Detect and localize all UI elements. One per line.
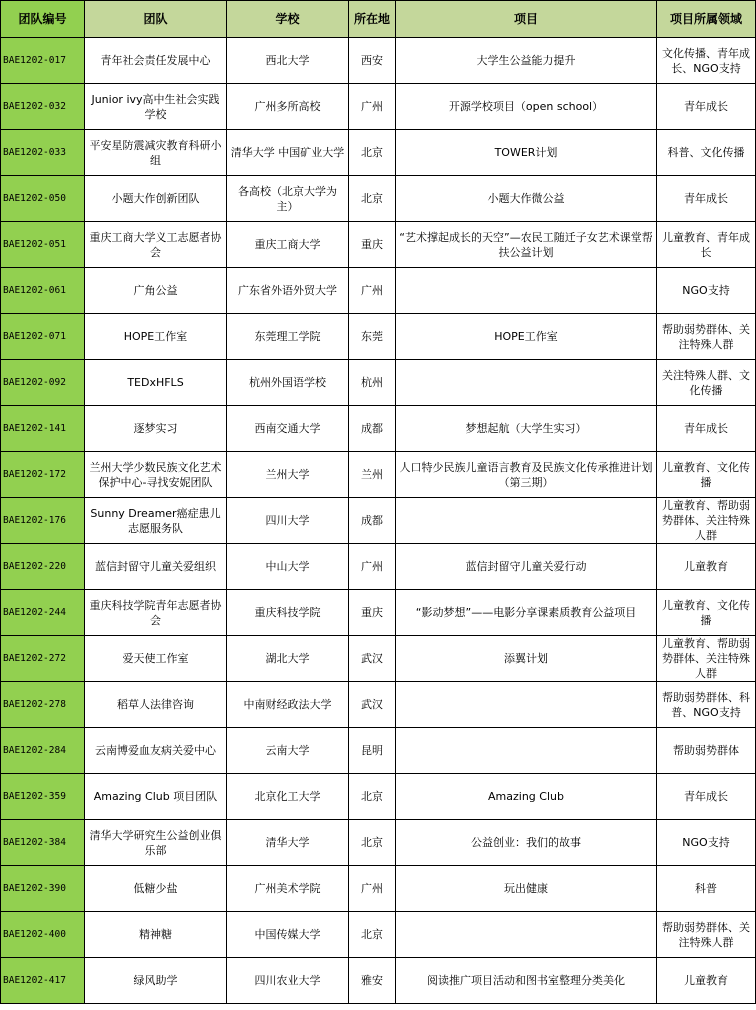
cell-project: 大学生公益能力提升 — [396, 38, 657, 84]
cell-domain: 儿童教育、青年成长 — [657, 222, 756, 268]
cell-project: 梦想起航（大学生实习） — [396, 406, 657, 452]
cell-school: 清华大学 — [227, 820, 349, 866]
table-row — [1, 636, 756, 682]
cell-code: BAE1202-017 — [1, 38, 85, 84]
cell-code: BAE1202-244 — [1, 590, 85, 636]
cell-team: 精神糖 — [85, 912, 227, 958]
cell-domain: 青年成长 — [657, 406, 756, 452]
cell-city: 北京 — [349, 774, 396, 820]
cell-domain: 儿童教育、文化传播 — [657, 590, 756, 636]
header-row — [1, 1, 756, 38]
table-row — [1, 360, 756, 406]
cell-city: 杭州 — [349, 360, 396, 406]
cell-team: 稻草人法律咨询 — [85, 682, 227, 728]
table-row — [1, 774, 756, 820]
cell-school: 湖北大学 — [227, 636, 349, 682]
cell-project: Amazing Club — [396, 774, 657, 820]
cell-city: 广州 — [349, 866, 396, 912]
cell-code: BAE1202-141 — [1, 406, 85, 452]
cell-project: 公益创业：我们的故事 — [396, 820, 657, 866]
cell-code: BAE1202-359 — [1, 774, 85, 820]
cell-code: BAE1202-176 — [1, 498, 85, 544]
cell-team: 平安星防震减灾教育科研小组 — [85, 130, 227, 176]
cell-project: 玩出健康 — [396, 866, 657, 912]
cell-city: 广州 — [349, 84, 396, 130]
cell-domain: 儿童教育 — [657, 544, 756, 590]
table-row — [1, 130, 756, 176]
cell-city: 广州 — [349, 268, 396, 314]
cell-code: BAE1202-417 — [1, 958, 85, 1004]
cell-city: 北京 — [349, 130, 396, 176]
table-row — [1, 958, 756, 1004]
table-row — [1, 820, 756, 866]
table-row — [1, 222, 756, 268]
cell-city: 北京 — [349, 912, 396, 958]
cell-code: BAE1202-278 — [1, 682, 85, 728]
cell-school: 兰州大学 — [227, 452, 349, 498]
cell-domain: 文化传播、青年成长、NGO支持 — [657, 38, 756, 84]
cell-code: BAE1202-284 — [1, 728, 85, 774]
cell-domain: 儿童教育、帮助弱势群体、关注特殊人群 — [657, 636, 756, 682]
table-row — [1, 590, 756, 636]
cell-project — [396, 268, 657, 314]
cell-code: BAE1202-220 — [1, 544, 85, 590]
header-domain: 项目所属领域 — [657, 1, 756, 38]
cell-code: BAE1202-390 — [1, 866, 85, 912]
cell-domain: 儿童教育、帮助弱势群体、关注特殊人群 — [657, 498, 756, 544]
header-code: 团队编号 — [1, 1, 85, 38]
cell-project: HOPE工作室 — [396, 314, 657, 360]
cell-domain: 青年成长 — [657, 774, 756, 820]
cell-team: Junior ivy高中生社会实践学校 — [85, 84, 227, 130]
cell-team: 逐梦实习 — [85, 406, 227, 452]
cell-school: 西北大学 — [227, 38, 349, 84]
cell-school: 四川大学 — [227, 498, 349, 544]
cell-project — [396, 682, 657, 728]
cell-domain: NGO支持 — [657, 268, 756, 314]
cell-project: 添翼计划 — [396, 636, 657, 682]
cell-domain: 青年成长 — [657, 176, 756, 222]
cell-code: BAE1202-172 — [1, 452, 85, 498]
cell-team: 兰州大学少数民族文化艺术保护中心-寻找安妮团队 — [85, 452, 227, 498]
cell-team: HOPE工作室 — [85, 314, 227, 360]
cell-school: 东莞理工学院 — [227, 314, 349, 360]
cell-school: 清华大学 中国矿业大学 — [227, 130, 349, 176]
cell-school: 西南交通大学 — [227, 406, 349, 452]
cell-project: “影动梦想”——电影分享课素质教育公益项目 — [396, 590, 657, 636]
cell-team: 重庆工商大学义工志愿者协会 — [85, 222, 227, 268]
table-row — [1, 866, 756, 912]
table-row — [1, 38, 756, 84]
cell-city: 重庆 — [349, 222, 396, 268]
cell-domain: 科普 — [657, 866, 756, 912]
cell-team: Amazing Club 项目团队 — [85, 774, 227, 820]
cell-domain: 关注特殊人群、文化传播 — [657, 360, 756, 406]
cell-team: 低糖少盐 — [85, 866, 227, 912]
cell-domain: 帮助弱势群体、关注特殊人群 — [657, 912, 756, 958]
cell-team: 云南博爱血友病关爱中心 — [85, 728, 227, 774]
cell-school: 中国传媒大学 — [227, 912, 349, 958]
cell-school: 各高校（北京大学为主） — [227, 176, 349, 222]
cell-team: 蓝信封留守儿童关爱组织 — [85, 544, 227, 590]
table-row — [1, 452, 756, 498]
cell-city: 昆明 — [349, 728, 396, 774]
cell-domain: 帮助弱势群体 — [657, 728, 756, 774]
table-row — [1, 314, 756, 360]
cell-project: 人口特少民族儿童语言教育及民族文化传承推进计划（第三期） — [396, 452, 657, 498]
cell-school: 四川农业大学 — [227, 958, 349, 1004]
cell-code: BAE1202-272 — [1, 636, 85, 682]
cell-city: 雅安 — [349, 958, 396, 1004]
cell-project: TOWER计划 — [396, 130, 657, 176]
cell-code: BAE1202-051 — [1, 222, 85, 268]
table-row — [1, 682, 756, 728]
cell-code: BAE1202-050 — [1, 176, 85, 222]
cell-team: 广角公益 — [85, 268, 227, 314]
cell-domain: 帮助弱势群体、科普、NGO支持 — [657, 682, 756, 728]
cell-project: 开源学校项目（open school） — [396, 84, 657, 130]
cell-project: 蓝信封留守儿童关爱行动 — [396, 544, 657, 590]
table-row — [1, 498, 756, 544]
cell-code: BAE1202-071 — [1, 314, 85, 360]
cell-code: BAE1202-032 — [1, 84, 85, 130]
cell-project — [396, 360, 657, 406]
cell-school: 广州多所高校 — [227, 84, 349, 130]
cell-city: 广州 — [349, 544, 396, 590]
cell-city: 武汉 — [349, 682, 396, 728]
cell-code: BAE1202-400 — [1, 912, 85, 958]
cell-team: 爱天使工作室 — [85, 636, 227, 682]
cell-team: TEDxHFLS — [85, 360, 227, 406]
cell-school: 广东省外语外贸大学 — [227, 268, 349, 314]
cell-city: 成都 — [349, 406, 396, 452]
cell-city: 成都 — [349, 498, 396, 544]
cell-project — [396, 912, 657, 958]
cell-team: 重庆科技学院青年志愿者协会 — [85, 590, 227, 636]
cell-code: BAE1202-033 — [1, 130, 85, 176]
table-body — [1, 38, 756, 1004]
cell-team: 青年社会责任发展中心 — [85, 38, 227, 84]
table-row — [1, 544, 756, 590]
cell-project: “艺术撑起成长的天空”—农民工随迁子女艺术课堂帮扶公益计划 — [396, 222, 657, 268]
cell-city: 西安 — [349, 38, 396, 84]
header-team: 团队 — [85, 1, 227, 38]
cell-code: BAE1202-384 — [1, 820, 85, 866]
cell-school: 中山大学 — [227, 544, 349, 590]
cell-team: 小题大作创新团队 — [85, 176, 227, 222]
cell-domain: 帮助弱势群体、关注特殊人群 — [657, 314, 756, 360]
cell-school: 杭州外国语学校 — [227, 360, 349, 406]
cell-project — [396, 728, 657, 774]
header-city: 所在地 — [349, 1, 396, 38]
cell-team: 清华大学研究生公益创业俱乐部 — [85, 820, 227, 866]
cell-project — [396, 498, 657, 544]
cell-domain: 儿童教育、文化传播 — [657, 452, 756, 498]
table-row — [1, 84, 756, 130]
cell-domain: NGO支持 — [657, 820, 756, 866]
cell-school: 重庆科技学院 — [227, 590, 349, 636]
table-row — [1, 406, 756, 452]
cell-school: 中南财经政法大学 — [227, 682, 349, 728]
cell-city: 东莞 — [349, 314, 396, 360]
table-row — [1, 176, 756, 222]
cell-project: 小题大作微公益 — [396, 176, 657, 222]
cell-domain: 青年成长 — [657, 84, 756, 130]
cell-school: 重庆工商大学 — [227, 222, 349, 268]
cell-city: 北京 — [349, 820, 396, 866]
cell-school: 广州美术学院 — [227, 866, 349, 912]
header-school: 学校 — [227, 1, 349, 38]
cell-team: Sunny Dreamer癌症患儿志愿服务队 — [85, 498, 227, 544]
cell-city: 武汉 — [349, 636, 396, 682]
cell-domain: 科普、文化传播 — [657, 130, 756, 176]
cell-city: 重庆 — [349, 590, 396, 636]
table-row — [1, 268, 756, 314]
cell-code: BAE1202-061 — [1, 268, 85, 314]
table-row — [1, 728, 756, 774]
table-row — [1, 912, 756, 958]
cell-city: 北京 — [349, 176, 396, 222]
cell-domain: 儿童教育 — [657, 958, 756, 1004]
header-project: 项目 — [396, 1, 657, 38]
cell-school: 北京化工大学 — [227, 774, 349, 820]
cell-team: 绿风助学 — [85, 958, 227, 1004]
cell-city: 兰州 — [349, 452, 396, 498]
cell-project: 阅读推广项目活动和图书室整理分类美化 — [396, 958, 657, 1004]
cell-code: BAE1202-092 — [1, 360, 85, 406]
cell-school: 云南大学 — [227, 728, 349, 774]
